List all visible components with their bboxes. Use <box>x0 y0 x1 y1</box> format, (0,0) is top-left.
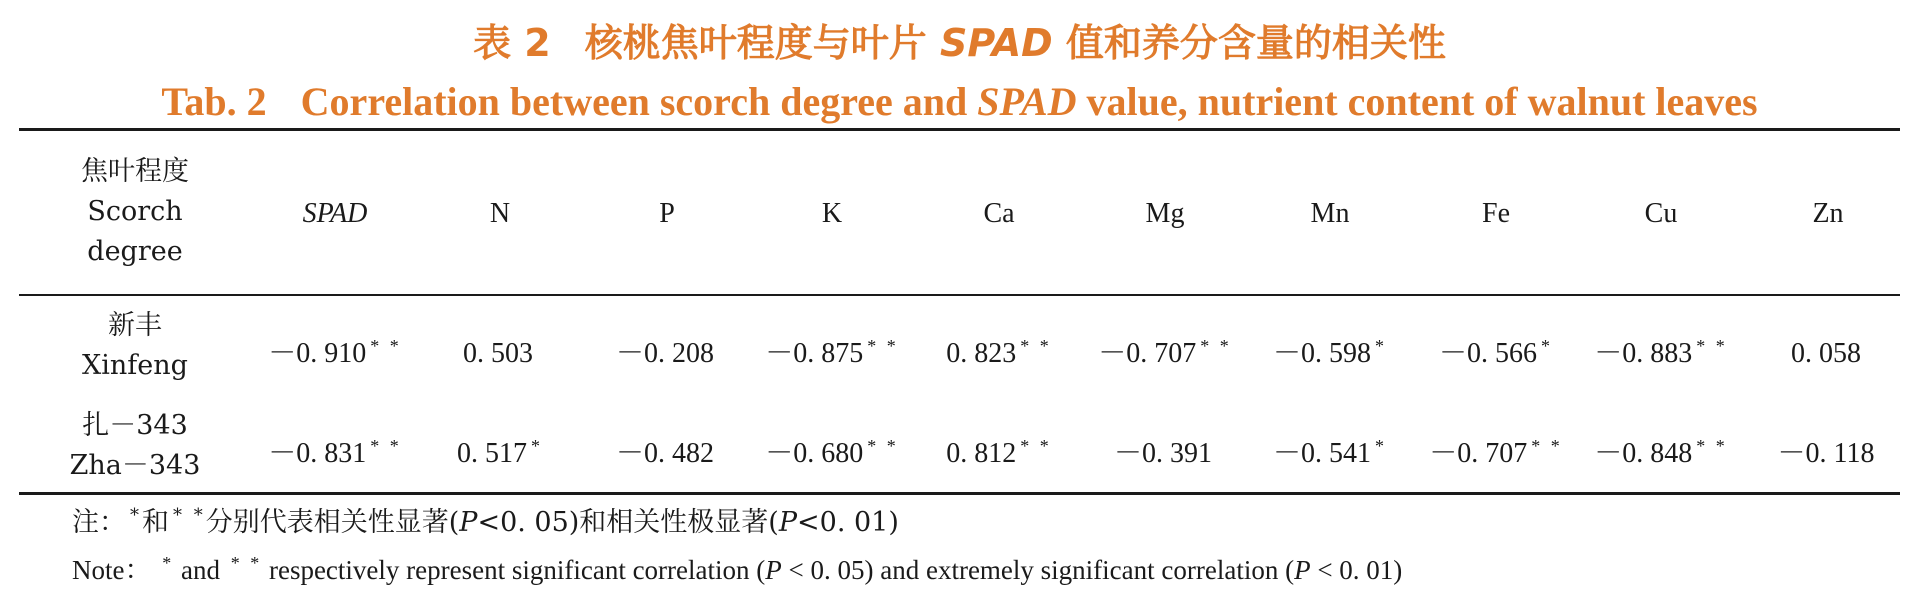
table-cell <box>1594 326 1728 374</box>
table-cell <box>1273 426 1387 474</box>
significance-mark: * * <box>370 336 402 356</box>
column-header-k: K <box>821 198 843 229</box>
note-en-p2: P <box>1294 555 1311 585</box>
cell-value: －0. 118 <box>1777 438 1875 469</box>
table-title-chinese <box>0 12 1919 67</box>
note-en-t4: < 0. 01) <box>1317 555 1403 585</box>
table-cell <box>1791 326 1865 374</box>
table-cell <box>616 326 718 374</box>
title-cn-italic: SPAD <box>939 21 1053 65</box>
significance-mark: * * <box>867 336 899 356</box>
row-header-cell <box>81 152 189 272</box>
title-en-label: Tab. 2 <box>161 79 267 124</box>
cell-value: 0. 823 <box>946 338 1017 369</box>
table-cell <box>1439 326 1553 374</box>
title-en-text-before: Correlation between scorch degree and <box>300 79 968 124</box>
cell-value: －0. 566 <box>1438 338 1538 369</box>
significance-mark: * <box>531 436 543 456</box>
table-cell <box>1594 426 1728 474</box>
table-cell <box>457 426 543 474</box>
cell-value: －0. 482 <box>615 438 715 469</box>
cell-value: －0. 707 <box>1098 338 1197 369</box>
column-header-zn: Zn <box>1812 198 1844 229</box>
table-bottom-rule <box>19 492 1900 495</box>
significance-mark: * * <box>1200 336 1232 356</box>
cell-value: －0. 910 <box>268 338 367 369</box>
row-label-cn: 扎－343 <box>82 410 188 441</box>
row-label-en: Zha－343 <box>69 450 201 481</box>
table-top-rule <box>19 128 1900 131</box>
note-cn-p2: P <box>778 507 798 538</box>
column-header-cu: Cu <box>1644 198 1678 229</box>
table-cell <box>616 426 718 474</box>
note-chinese <box>72 500 899 539</box>
note-en-sig1: * <box>162 553 175 573</box>
table-cell <box>1778 426 1879 474</box>
table-cell <box>946 326 1052 374</box>
table-cell <box>946 426 1052 474</box>
table-title-english <box>0 78 1919 125</box>
cell-value: －0. 707 <box>1429 438 1528 469</box>
significance-mark: * * <box>867 436 899 456</box>
row-header-en-line2: degree <box>87 236 183 267</box>
title-cn-text-after: 值和养分含量的相关性 <box>1065 21 1446 65</box>
row-header-en-line1: Scorch <box>87 196 183 227</box>
cell-value: －0. 391 <box>1113 438 1213 469</box>
row-label-en: Xinfeng <box>82 350 188 381</box>
note-en-t2: respectively represent significant correlation ( <box>268 555 766 585</box>
table-header-rule <box>19 294 1900 296</box>
note-cn-sig1: * <box>130 505 142 526</box>
note-en-sig2: * * <box>230 553 263 573</box>
note-en-p1: P <box>765 555 782 585</box>
table-cell <box>268 326 402 374</box>
cell-value: －0. 875 <box>765 338 864 369</box>
cell-value: 0. 503 <box>463 338 533 369</box>
table-cell <box>463 326 537 374</box>
cell-value: 0. 058 <box>1791 338 1861 369</box>
column-header-ca: Ca <box>983 198 1015 229</box>
note-en-t1: and <box>180 555 220 585</box>
significance-mark: * * <box>1696 336 1728 356</box>
table-cell <box>1114 426 1216 474</box>
note-cn-p1: P <box>459 507 478 538</box>
row-label-xinfeng <box>82 306 188 386</box>
significance-mark: * * <box>1020 436 1052 456</box>
note-cn-t1: 和 <box>142 507 169 538</box>
column-header-mg: Mg <box>1145 198 1185 229</box>
note-cn-t4: <0. 01) <box>797 507 899 538</box>
note-en-t3: < 0. 05) and extremely significant correlation ( <box>788 555 1295 585</box>
cell-value: －0. 831 <box>268 438 367 469</box>
significance-mark: * * <box>1531 436 1563 456</box>
cell-value: －0. 883 <box>1594 338 1693 369</box>
cell-value: 0. 517 <box>457 438 527 469</box>
cell-value: －0. 598 <box>1272 338 1372 369</box>
cell-value: －0. 848 <box>1594 438 1693 469</box>
column-header-spad: SPAD <box>302 198 368 229</box>
cell-value: －0. 680 <box>765 438 864 469</box>
row-header-cn: 焦叶程度 <box>81 156 189 187</box>
note-english <box>72 548 1402 587</box>
table-cell <box>765 426 899 474</box>
column-header-p: P <box>659 198 675 229</box>
note-cn-prefix: 注： <box>72 507 126 538</box>
significance-mark: * * <box>1020 336 1052 356</box>
note-cn-t3: <0. 05)和相关性极显著( <box>477 507 779 538</box>
cell-value: －0. 541 <box>1272 438 1372 469</box>
row-label-cn: 新丰 <box>107 310 162 341</box>
table-cell <box>1429 426 1563 474</box>
significance-mark: * <box>1541 336 1554 356</box>
significance-mark: * <box>1375 336 1388 356</box>
note-cn-t2: 分别代表相关性显著( <box>205 507 460 538</box>
column-header-mn: Mn <box>1310 198 1350 229</box>
title-cn-text-before: 核桃焦叶程度与叶片 <box>584 21 927 65</box>
note-cn-sig2: * * <box>173 505 206 526</box>
cell-value: －0. 208 <box>615 338 715 369</box>
column-header-n: N <box>489 198 511 229</box>
column-header-fe: Fe <box>1482 198 1510 229</box>
table-cell <box>1098 326 1232 374</box>
significance-mark: * * <box>1696 436 1728 456</box>
title-en-text-after: value, nutrient content of walnut leaves <box>1086 79 1758 124</box>
title-cn-label: 表 2 <box>473 21 551 65</box>
significance-mark: * <box>1375 436 1388 456</box>
cell-value: 0. 812 <box>946 438 1017 469</box>
title-en-italic: SPAD <box>977 79 1077 124</box>
table-cell <box>1273 326 1387 374</box>
row-label-zha-343 <box>70 406 201 486</box>
table-cell <box>268 426 402 474</box>
significance-mark: * * <box>370 436 402 456</box>
note-en-prefix: Note： <box>72 555 152 585</box>
table-cell <box>765 326 899 374</box>
